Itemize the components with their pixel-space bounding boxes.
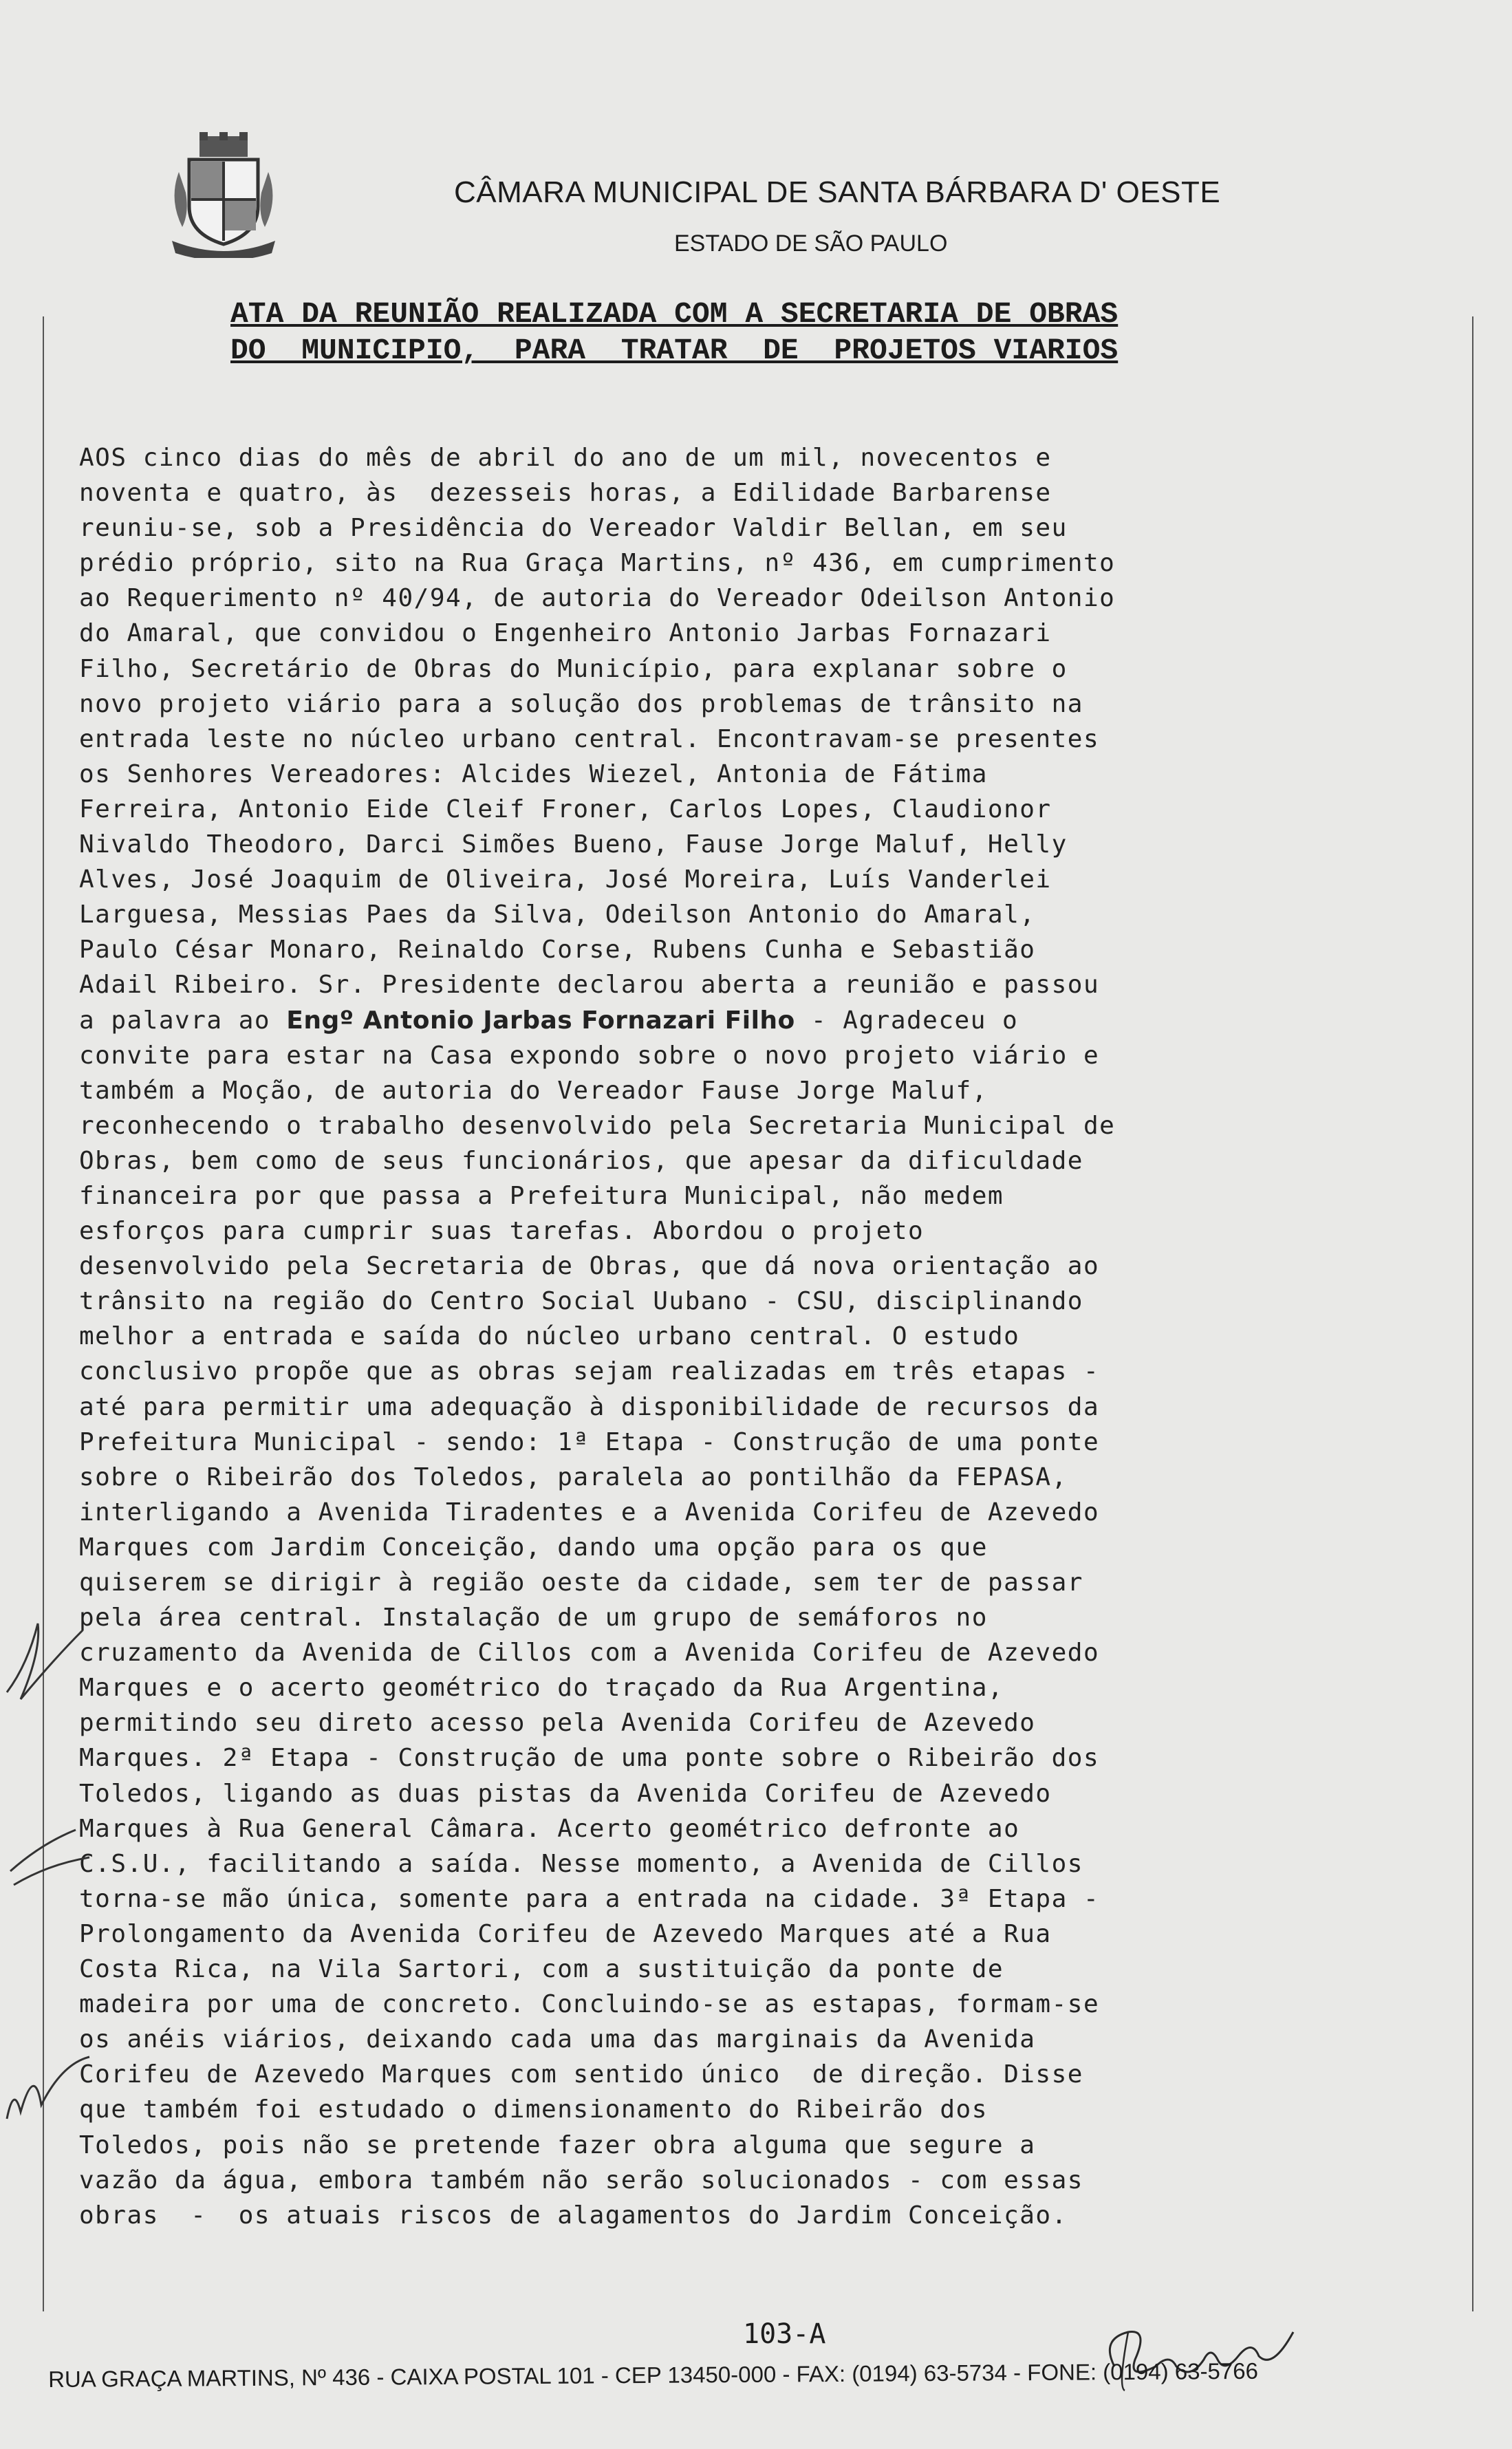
body-line: Toledos, pois não se pretende fazer obra alguma que segure a <box>79 2130 1036 2159</box>
body-line: os anéis viários, deixando cada uma das marginais da Avenida <box>79 2025 1036 2054</box>
body-line: Marques à Rua General Câmara. Acerto geométrico defronte ao <box>79 1814 1020 1843</box>
body-line: do Amaral, que convidou o Engenheiro Antonio Jarbas Fornazari <box>79 619 1052 648</box>
org-state: ESTADO DE SÃO PAULO <box>674 230 948 257</box>
page-number: 103-A <box>743 2318 826 2350</box>
body-line: Marques e o acerto geométrico do traçado da Rua Argentina, <box>79 1674 1004 1703</box>
body-line: madeira por uma de concreto. Concluindo-se as estapas, formam-se <box>79 1990 1100 2019</box>
body-line: vazão da água, embora também não serão solucionados - com essas <box>79 2166 1083 2194</box>
body-line: noventa e quatro, às dezesseis horas, a Edilidade Barbarense <box>79 479 1052 508</box>
org-name: CÂMARA MUNICIPAL DE SANTA BÁRBARA D' OESTE <box>454 175 1221 209</box>
body-line: ao Requerimento nº 40/94, de autoria do Vereador Odeilson Antonio <box>79 584 1116 613</box>
body-line: Larguesa, Messias Paes da Silva, Odeilson Antonio do Amaral, <box>79 900 1036 929</box>
body-line: esforços para cumprir suas tarefas. Abordou o projeto <box>79 1217 925 1246</box>
body-line: que também foi estudado o dimensionamento do Ribeirão dos <box>79 2095 988 2124</box>
body-line: Nivaldo Theodoro, Darci Simões Bueno, Fause Jorge Maluf, Helly <box>79 830 1068 859</box>
body-line: quiserem se dirigir à região oeste da cidade, sem ter de passar <box>79 1568 1083 1597</box>
body-line: pela área central. Instalação de um grupo de semáforos no <box>79 1604 988 1632</box>
body-line: reconhecendo o trabalho desenvolvido pela Secretaria Municipal de <box>79 1111 1116 1140</box>
body-line: permitindo seu direto acesso pela Avenida Corifeu de Azevedo <box>79 1709 1036 1738</box>
body-line: torna-se mão única, somente para a entrada na cidade. 3ª Etapa - <box>79 1884 1100 1913</box>
speaker-name: Engº Antonio Jarbas Fornazari Filho <box>286 1006 795 1035</box>
body-line: financeira por que passa a Prefeitura Municipal, não medem <box>79 1181 1004 1210</box>
footer-address: RUA GRAÇA MARTINS, Nº 436 - CAIXA POSTAL 101 - CEP 13450-000 - FAX: (0194) 63-5734 - FONE: (0194) 63-5766 <box>48 2358 1259 2392</box>
body-line: cruzamento da Avenida de Cillos com a Avenida Corifeu de Azevedo <box>79 1639 1100 1668</box>
body-line: entrada leste no núcleo urbano central. Encontravam-se presentes <box>79 724 1100 753</box>
body-line: trânsito na região do Centro Social Uubano - CSU, disciplinando <box>79 1287 1083 1316</box>
title-line-2: DO MUNICIPIO, PARA TRATAR DE PROJETOS VIARIOS <box>230 334 1119 367</box>
body-line: Alves, José Joaquim de Oliveira, José Moreira, Luís Vanderlei <box>79 865 1052 894</box>
right-margin-rule <box>1472 316 1473 2311</box>
body-line: convite para estar na Casa expondo sobre o novo projeto viário e <box>79 1041 1100 1070</box>
body-line: sobre o Ribeirão dos Toledos, paralela ao pontilhão da FEPASA, <box>79 1463 1068 1491</box>
body-line: desenvolvido pela Secretaria de Obras, que dá nova orientação ao <box>79 1252 1100 1281</box>
body-line: Filho, Secretário de Obras do Município, para explanar sobre o <box>79 654 1068 683</box>
body-line-prefix: a palavra ao <box>79 1006 287 1035</box>
body-line: Prolongamento da Avenida Corifeu de Azevedo Marques até a Rua <box>79 1919 1052 1948</box>
title-line-1: ATA DA REUNIÃO REALIZADA COM A SECRETARIA DE OBRAS <box>230 297 1119 331</box>
body-line: conclusivo propõe que as obras sejam realizadas em três etapas - <box>79 1357 1100 1386</box>
body-line: Marques com Jardim Conceição, dando uma opção para os que <box>79 1533 988 1562</box>
body-line: Paulo César Monaro, Reinaldo Corse, Rubens Cunha e Sebastião <box>79 936 1036 964</box>
body-line: Adail Ribeiro. Sr. Presidente declarou aberta a reunião e passou <box>79 971 1100 1000</box>
body-line: interligando a Avenida Tiradentes e a Avenida Corifeu de Azevedo <box>79 1498 1100 1526</box>
minutes-body <box>79 440 1455 2233</box>
body-line: Marques. 2ª Etapa - Construção de uma ponte sobre o Ribeirão dos <box>79 1744 1100 1773</box>
body-line: Corifeu de Azevedo Marques com sentido único de direção. Disse <box>79 2060 1083 2089</box>
body-line: até para permitir uma adequação à disponibilidade de recursos da <box>79 1392 1100 1421</box>
body-line: novo projeto viário para a solução dos problemas de trânsito na <box>79 689 1083 718</box>
body-line: Costa Rica, na Vila Sartori, com a sustituição da ponte de <box>79 1955 1004 1984</box>
body-line: obras - os atuais riscos de alagamentos do Jardim Conceição. <box>79 2201 1068 2230</box>
body-line: Obras, bem como de seus funcionários, que apesar da dificuldade <box>79 1146 1083 1175</box>
body-line-suffix: - Agradeceu o <box>795 1006 1019 1035</box>
body-line: melhor a entrada e saída do núcleo urbano central. O estudo <box>79 1322 1020 1351</box>
body-line: Prefeitura Municipal - sendo: 1ª Etapa - Construção de uma ponte <box>79 1427 1100 1456</box>
body-line: Ferreira, Antonio Eide Cleif Froner, Carlos Lopes, Claudionor <box>79 795 1052 823</box>
margin-initials-icon <box>0 1582 96 2133</box>
body-line: C.S.U., facilitando a saída. Nesse momento, a Avenida de Cillos <box>79 1849 1083 1878</box>
body-line: prédio próprio, sito na Rua Graça Martins, nº 436, em cumprimento <box>79 549 1116 578</box>
body-line: também a Moção, de autoria do Vereador Fause Jorge Maluf, <box>79 1076 988 1105</box>
body-line: os Senhores Vereadores: Alcides Wiezel, Antonia de Fátima <box>79 759 988 788</box>
municipal-coat-of-arms-icon <box>165 131 282 258</box>
body-line: AOS cinco dias do mês de abril do ano de um mil, novecentos e <box>79 444 1052 472</box>
body-line: reuniu-se, sob a Presidência do Vereador Valdir Bellan, em seu <box>79 514 1068 543</box>
document-title <box>230 296 1304 369</box>
body-line: Toledos, ligando as duas pistas da Avenida Corifeu de Azevedo <box>79 1779 1052 1808</box>
